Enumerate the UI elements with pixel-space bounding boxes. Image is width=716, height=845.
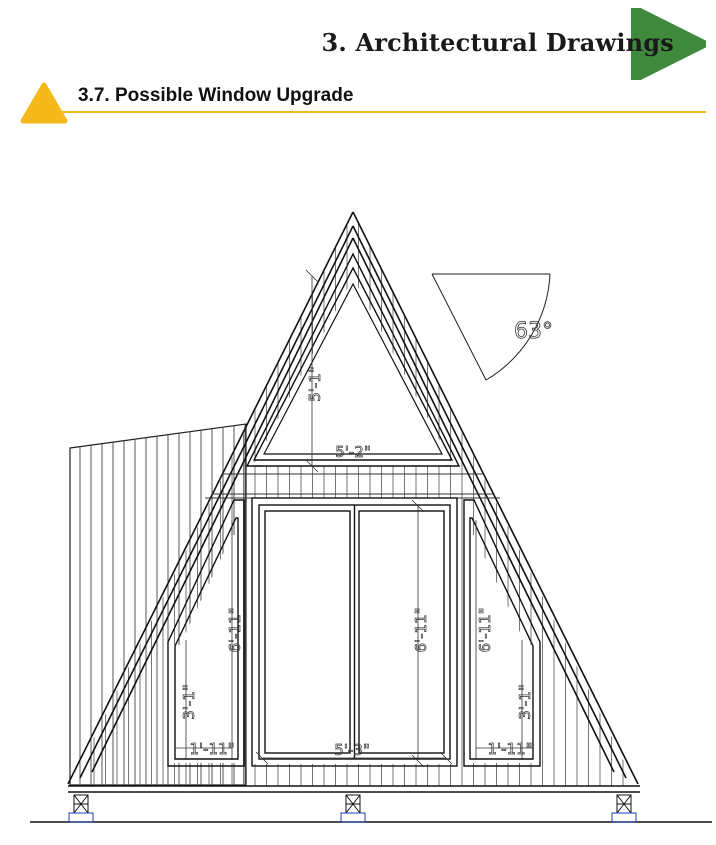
section-title: 3.7. Possible Window Upgrade [78,85,354,106]
dim-door-height: 6'-11" [412,607,430,653]
footing-posts [69,795,636,822]
base-sill [30,786,712,822]
dim-left-side-width: 1'-11" [189,740,235,758]
dim-right-side-height: 6'-11" [476,607,494,653]
beam-lines [205,474,500,498]
dim-door-width: 5'-3" [334,741,370,759]
dim-left-side-height: 6'-11" [226,607,244,653]
dim-right-side-lower-height: 3'-1" [516,684,534,720]
chapter-title: 3. Architectural Drawings [321,28,674,57]
dim-top-window-width: 5'-2" [335,443,371,461]
dim-left-side-lower-height: 3'-1" [180,684,198,720]
dim-top-window-height: 5'-1" [306,366,324,402]
angle-label: 63° [514,319,553,344]
dim-right-side-width: 1'-11" [487,740,533,758]
